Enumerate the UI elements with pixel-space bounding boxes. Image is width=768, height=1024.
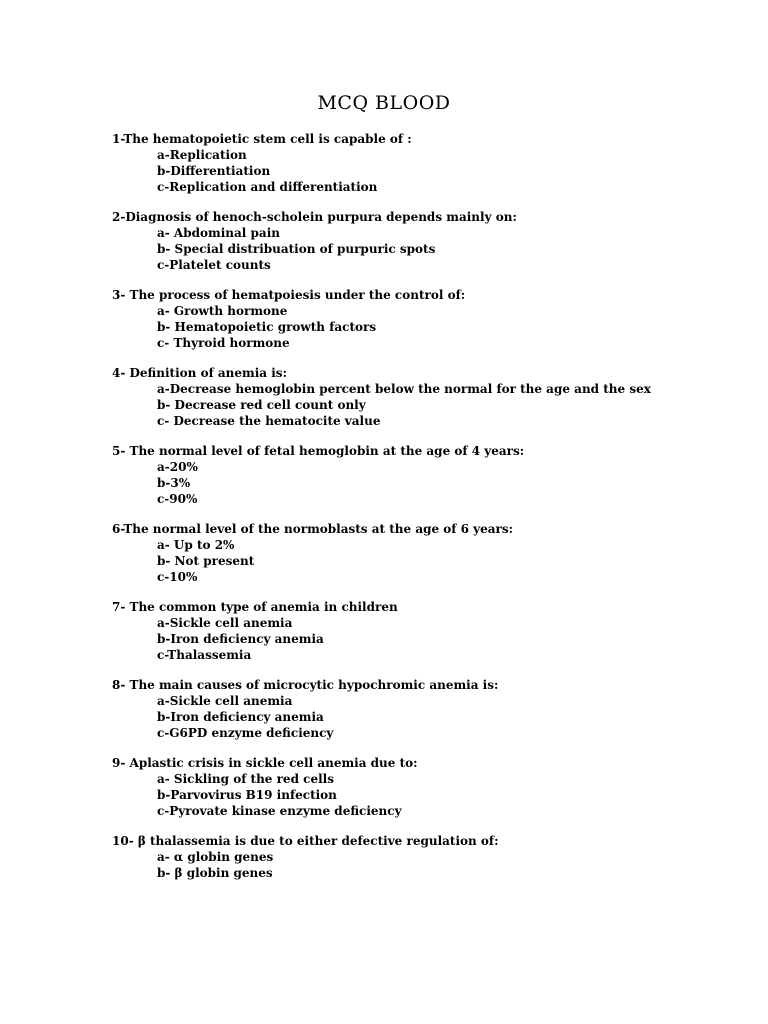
question-list — [112, 131, 732, 895]
answer-option: b- Special distribuation of purpuric spots — [157, 242, 436, 256]
document-title: MCQ BLOOD — [317, 92, 451, 114]
answer-option: c-G6PD enzyme deficiency — [157, 726, 334, 740]
question-1 — [112, 131, 732, 195]
answer-option: b- Hematopoietic growth factors — [157, 320, 377, 334]
answer-option: b-Parvovirus B19 infection — [157, 788, 337, 802]
question-8 — [112, 677, 732, 741]
question-text: 3- The process of hematpoiesis under the control of: — [112, 288, 466, 302]
answer-option: a-Sickle cell anemia — [157, 616, 293, 630]
question-9 — [112, 755, 732, 819]
question-4 — [112, 365, 732, 429]
answer-option: c-10% — [157, 570, 198, 584]
question-10 — [112, 833, 732, 881]
answer-option: a-Replication — [157, 148, 247, 162]
answer-option: a- Abdominal pain — [157, 226, 280, 240]
question-text: 1-The hematopoietic stem cell is capable of : — [112, 132, 412, 146]
answer-option: b-Iron deficiency anemia — [157, 710, 324, 724]
answer-option: b-Iron deficiency anemia — [157, 632, 324, 646]
answer-option: b-3% — [157, 476, 191, 490]
question-text: 7- The common type of anemia in children — [112, 600, 398, 614]
answer-option: c- Decrease the hematocite value — [157, 414, 381, 428]
question-6 — [112, 521, 732, 585]
answer-option: a-20% — [157, 460, 198, 474]
answer-option: a- α globin genes — [157, 850, 274, 864]
question-text: 2-Diagnosis of henoch-scholein purpura depends mainly on: — [112, 210, 517, 224]
question-text: 4- Definition of anemia is: — [112, 366, 287, 380]
question-7 — [112, 599, 732, 663]
answer-option: b-Differentiation — [157, 164, 271, 178]
question-5 — [112, 443, 732, 507]
question-2 — [112, 209, 732, 273]
question-text: 6-The normal level of the normoblasts at the age of 6 years: — [112, 522, 514, 536]
answer-option: c-Replication and differentiation — [157, 180, 378, 194]
answer-option: a- Growth hormone — [157, 304, 288, 318]
question-text: 8- The main causes of microcytic hypochromic anemia is: — [112, 678, 499, 692]
answer-option: b- β globin genes — [157, 866, 273, 880]
question-text: 5- The normal level of fetal hemoglobin at the age of 4 years: — [112, 444, 525, 458]
answer-option: c-Platelet counts — [157, 258, 271, 272]
answer-option: c-Thalassemia — [157, 648, 252, 662]
question-text: 10- β thalassemia is due to either defective regulation of: — [112, 834, 499, 848]
answer-option: c- Thyroid hormone — [157, 336, 290, 350]
answer-option: a- Sickling of the red cells — [157, 772, 334, 786]
answer-option: b- Decrease red cell count only — [157, 398, 366, 412]
answer-option: a-Sickle cell anemia — [157, 694, 293, 708]
answer-option: c-Pyrovate kinase enzyme deficiency — [157, 804, 402, 818]
answer-option: a- Up to 2% — [157, 538, 235, 552]
answer-option: a-Decrease hemoglobin percent below the normal for the age and the sex — [157, 382, 651, 396]
answer-option: c-90% — [157, 492, 198, 506]
answer-option: b- Not present — [157, 554, 255, 568]
question-text: 9- Aplastic crisis in sickle cell anemia due to: — [112, 756, 418, 770]
question-3 — [112, 287, 732, 351]
